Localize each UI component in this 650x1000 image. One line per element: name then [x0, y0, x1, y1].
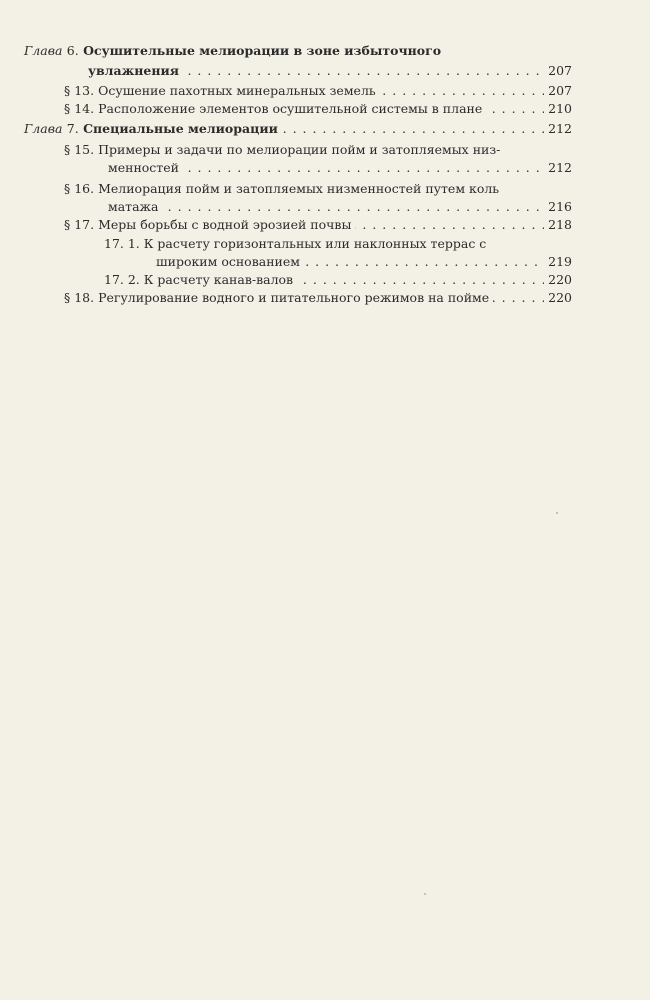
page-number: 220 — [544, 289, 572, 306]
subsection-number: 17. 1. — [104, 236, 140, 251]
chapter-label: Глава — [24, 121, 63, 136]
toc-subsection-17-1-line1 — [104, 235, 572, 252]
chapter-number: 6. — [66, 43, 79, 58]
page-number: 207 — [544, 62, 572, 79]
subsection-title: К расчету горизонтальных или наклонных террас с — [143, 236, 487, 251]
chapter-title: Осушительные мелиорации в зоне избыточного — [83, 43, 442, 58]
page-number: 212 — [544, 120, 572, 137]
section-title-cont: матажа — [108, 198, 163, 215]
paper-speck — [424, 893, 426, 895]
section-title: Примеры и задачи по мелиорации пойм и затопляемых низ- — [98, 142, 501, 157]
page-number: 219 — [544, 253, 572, 270]
chapter-title-cont: увлажнения — [88, 62, 183, 79]
toc-section-16-line1 — [64, 180, 572, 197]
section-title: Мелиорация пойм и затопляемых низменностей путем коль — [98, 181, 500, 196]
chapter-number: 7. — [66, 121, 79, 136]
section-title: Расположение элементов осушительной системы в плане — [98, 101, 483, 116]
page-number: 212 — [544, 159, 572, 176]
toc-section-16-line2 — [108, 198, 572, 215]
toc-subsection-17-1-line2 — [156, 253, 572, 270]
chapter-label: Глава — [24, 43, 63, 58]
toc-chapter-6-line2 — [88, 62, 572, 79]
toc-chapter-7 — [24, 120, 572, 137]
section-number: § 18. — [64, 290, 95, 305]
page-number: 210 — [544, 100, 572, 117]
section-title: Осушение пахотных минеральных земель — [98, 83, 376, 98]
toc-subsection-17-2 — [104, 271, 572, 288]
toc-section-15-line2 — [108, 159, 572, 176]
toc-section-13 — [64, 82, 572, 99]
subsection-title-cont: широким основанием — [156, 253, 304, 270]
paper-speck — [556, 512, 558, 514]
section-title: Меры борьбы с водной эрозией почвы — [98, 217, 352, 232]
toc-section-15-line1 — [64, 141, 572, 158]
section-title: Регулирование водного и питательного режимов на пойме — [98, 290, 490, 305]
toc-section-18 — [64, 289, 572, 306]
section-number: § 15. — [64, 142, 95, 157]
dot-leader — [108, 198, 572, 215]
toc-chapter-6-line1 — [24, 42, 574, 59]
section-number: § 17. — [64, 217, 95, 232]
page-number: 218 — [544, 216, 572, 233]
toc-section-17 — [64, 216, 572, 233]
subsection-title: К расчету канав-валов — [143, 272, 294, 287]
subsection-number: 17. 2. — [104, 272, 140, 287]
section-title-cont: менностей — [108, 159, 183, 176]
page-number: 207 — [544, 82, 572, 99]
section-number: § 14. — [64, 101, 95, 116]
section-number: § 16. — [64, 181, 95, 196]
toc-section-14 — [64, 100, 572, 117]
page-number: 220 — [544, 271, 572, 288]
section-number: § 13. — [64, 83, 95, 98]
chapter-title: Специальные мелиорации — [83, 121, 278, 136]
page-number: 216 — [544, 198, 572, 215]
